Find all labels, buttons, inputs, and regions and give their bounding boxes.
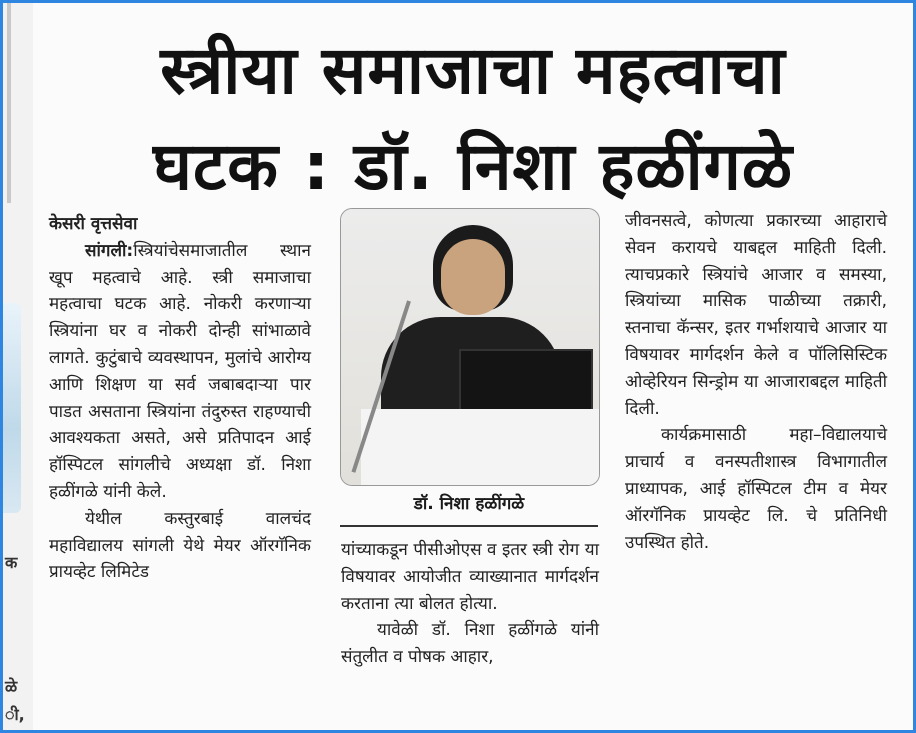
headline-line-1: स्त्रीया समाजाचा महत्वाचा bbox=[160, 32, 786, 109]
paragraph-4: यावेळी डॉ. निशा हळींगळे यांनी संतुलीत व पोषक आहार, bbox=[341, 620, 599, 668]
column-1 bbox=[49, 211, 311, 586]
headline bbox=[43, 23, 903, 215]
speaker-photo bbox=[340, 208, 600, 486]
adjacent-article-strip bbox=[3, 3, 33, 730]
paragraph-1-text: स्त्रियांचेसमाजातील स्थान खूप महत्वाचे आहे. स्त्री समाजाचा महत्वाचा घटक आहे. नोकरी करणाऱ्या स्त्रियांना घर व नोकरी दोन्ही सांभाळावे लागते. कुटुंबाचे व्यवस्थापन, मुलांचे आरोग्य आणि शिक्षण या सर्व जबाबदाऱ्या पार पाडत असताना स्त्रियांना तंदुरुस्त राहण्याची आवश्यकता असते, असे प्रतिपादन आई हॉस्पिटल सांगलीचे अध्यक्षा डॉ. निशा हळींगळे यांनी केले. bbox=[49, 240, 311, 502]
text-fragment: ळे bbox=[5, 677, 18, 696]
paragraph-6: कार्यक्रमासाठी महा–विद्यालयाचे प्राचार्य व वनस्पतीशास्त्र विभागातील प्राध्यापक, आई हॉस्पिटल टीम व मेयर ऑरगॅनिक प्रायव्हेट लि. चे प्रतिनिधी उपस्थित होते. bbox=[625, 425, 887, 553]
column-bar bbox=[7, 3, 11, 203]
headline-line-2: घटक : डॉ. निशा हळींगळे bbox=[152, 128, 794, 205]
column-3 bbox=[625, 208, 887, 556]
paragraph-2: येथील कस्तुरबाई वालचंद महाविद्यालय सांगली येथे मेयर ऑरगॅनिक प्रायव्हेट लिमिटेड bbox=[49, 508, 311, 583]
text-fragment: क bbox=[5, 553, 18, 572]
text-fragment: ी, bbox=[5, 705, 25, 724]
caption-divider bbox=[340, 525, 598, 527]
paragraph-1 bbox=[49, 238, 311, 506]
adjacent-photo-fragment bbox=[3, 303, 21, 513]
paragraph-5: जीवनसत्वे, कोणत्या प्रकारच्या आहाराचे सेवन करायचे याबद्दल माहिती दिली. त्याचप्रकारे स्त्रियांचे आजार व समस्या, स्त्रियांच्या मासिक पाळीच्या तक्रारी, स्तनाचा कॅन्सर, इतर गर्भाशयाचे आजार या विषयावर मार्गदर्शन केले व पॉलिसिस्टिक ओव्हेरियन सिन्ड्रोम या आजाराबद्दल माहिती दिली. bbox=[625, 211, 887, 419]
column-2 bbox=[341, 537, 599, 671]
photo-caption: डॉ. निशा हळींगळे bbox=[413, 494, 525, 514]
byline: केसरी वृत्तसेवा bbox=[49, 214, 138, 234]
podium bbox=[361, 409, 599, 485]
dateline: सांगली: bbox=[85, 240, 134, 261]
paragraph-3: यांच्याकडून पीसीओएस व इतर स्त्री रोग या विषयावर आयोजीत व्याख्यानात मार्गदर्शन करताना त्या बोलत होत्या. bbox=[341, 540, 599, 614]
